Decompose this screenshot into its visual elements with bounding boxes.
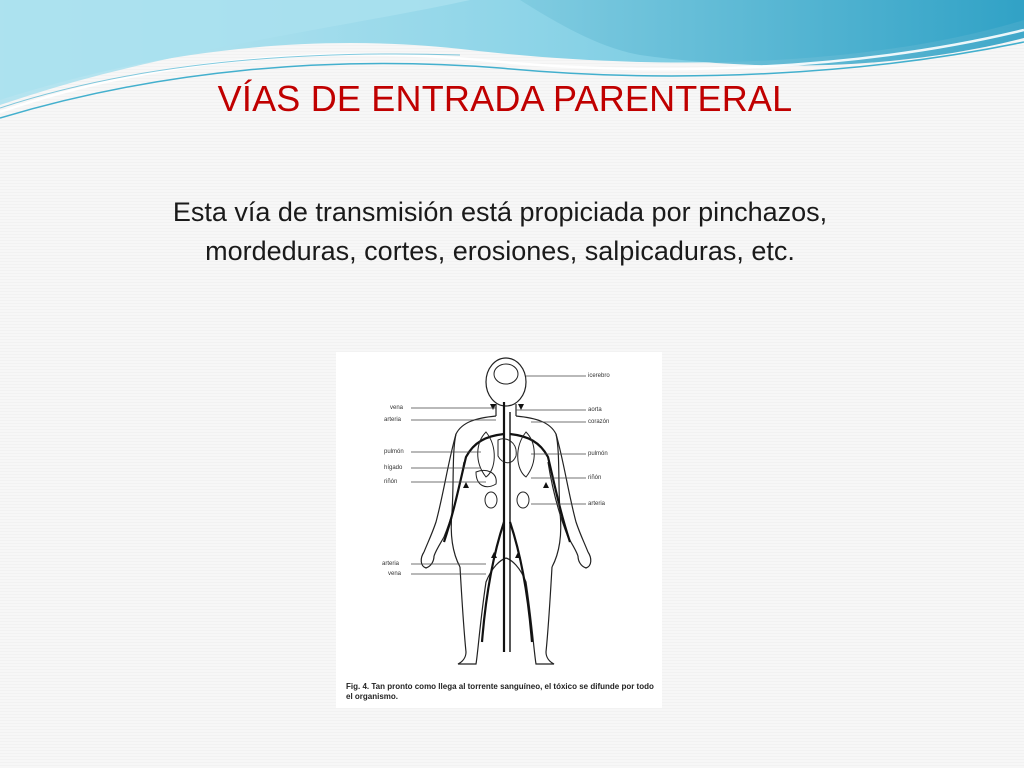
label-rinon-right: riñón xyxy=(588,475,602,481)
slide-title: VÍAS DE ENTRADA PARENTERAL xyxy=(217,78,793,119)
body-diagram-illustration xyxy=(336,352,662,677)
label-arteria-bottom: arteria xyxy=(382,561,400,567)
label-arteria-top: arteria xyxy=(384,417,402,423)
figure-caption: Fig. 4. Tan pronto como llega al torrente sanguíneo, el tóxico se difunde por todo el organismo. xyxy=(346,682,654,701)
label-rinon-left: riñón xyxy=(384,479,398,485)
label-pulmon-left: pulmón xyxy=(384,449,404,455)
slide-body-text: Esta vía de transmisión está propiciada por pinchazos, mordeduras, cortes, erosiones, salpicaduras, etc. xyxy=(172,197,828,266)
label-corazon: corazón xyxy=(588,419,610,425)
label-arteria-right: arteria xyxy=(588,501,606,507)
label-aorta: aorta xyxy=(588,407,602,413)
label-pulmon-right: pulmón xyxy=(588,451,608,457)
circulatory-system-figure xyxy=(336,352,662,708)
label-higado: hígado xyxy=(384,465,403,471)
label-cerebro: icerebro xyxy=(588,373,610,379)
label-vena-top: vena xyxy=(390,405,404,411)
label-vena-bottom: vena xyxy=(388,571,402,577)
